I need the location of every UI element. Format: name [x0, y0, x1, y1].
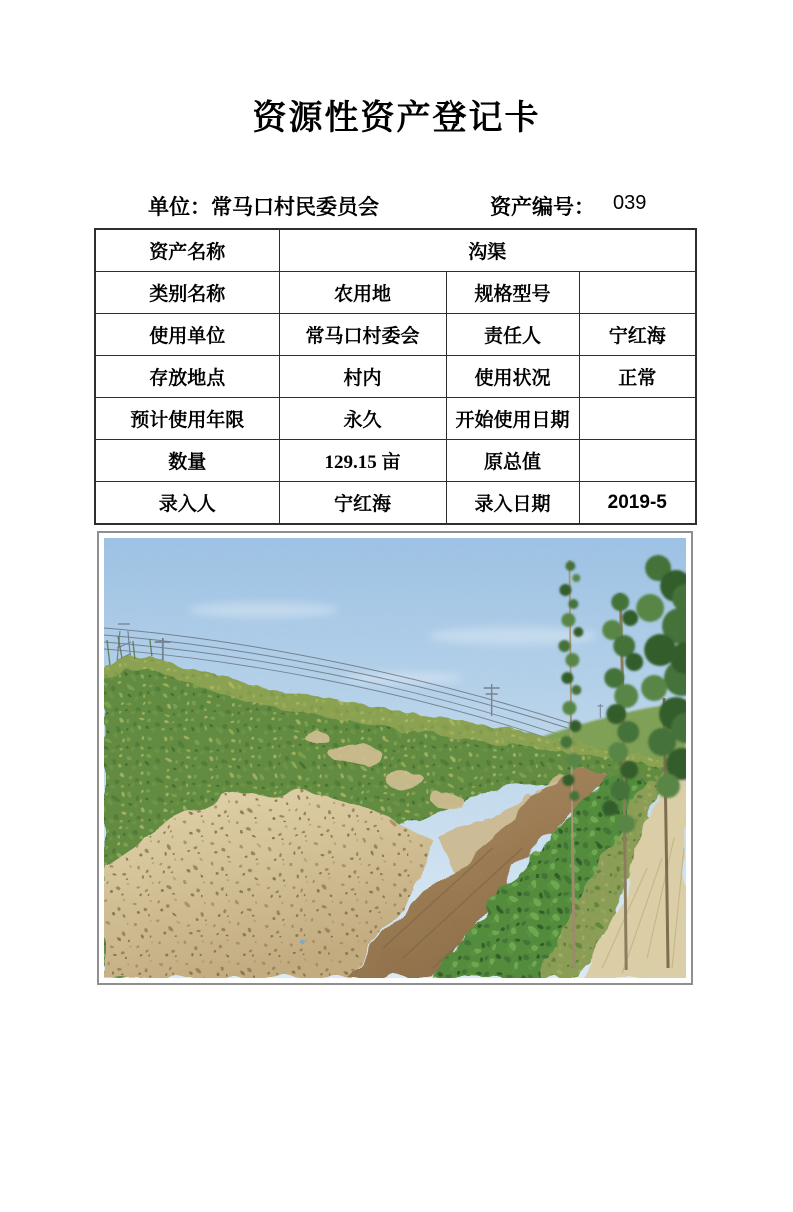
unit-label: 单位：	[148, 196, 211, 219]
unit-field	[148, 191, 379, 221]
quantity-value: 129.15 亩	[279, 440, 446, 482]
table-row	[95, 440, 696, 482]
unit-value: 常马口村民委员会	[211, 196, 379, 219]
table-row	[95, 356, 696, 398]
entry-date-label: 录入日期	[446, 482, 579, 525]
asset-no-value: 039	[613, 192, 647, 214]
usage-status-label: 使用状况	[446, 356, 579, 398]
asset-table	[94, 228, 697, 525]
table-row	[95, 229, 696, 272]
entry-person-label: 录入人	[95, 482, 279, 525]
category-label: 类别名称	[95, 272, 279, 314]
entry-person-value: 宁红海	[279, 482, 446, 525]
storage-place-label: 存放地点	[95, 356, 279, 398]
table-row	[95, 398, 696, 440]
page-title: 资源性资产登记卡	[252, 99, 541, 137]
meta-line	[0, 191, 793, 221]
spec-model-value	[579, 272, 696, 314]
category-value: 农用地	[279, 272, 446, 314]
table-row	[95, 482, 696, 525]
original-value-label: 原总值	[446, 440, 579, 482]
table-row	[95, 314, 696, 356]
quantity-label: 数量	[95, 440, 279, 482]
original-value-value	[579, 440, 696, 482]
asset-name-label: 资产名称	[95, 229, 279, 272]
expected-life-value: 永久	[279, 398, 446, 440]
registration-card-page	[0, 90, 793, 1212]
asset-no-label: 资产编号：	[490, 196, 595, 219]
spec-model-label: 规格型号	[446, 272, 579, 314]
responsible-person-label: 责任人	[446, 314, 579, 356]
responsible-person-value: 宁红海	[579, 314, 696, 356]
start-use-date-label: 开始使用日期	[446, 398, 579, 440]
storage-place-value: 村内	[279, 356, 446, 398]
start-use-date-value	[579, 398, 696, 440]
grain-overlay	[104, 538, 686, 978]
expected-life-label: 预计使用年限	[95, 398, 279, 440]
asset-name-value: 沟渠	[279, 229, 696, 272]
entry-date-value: 2019-5	[579, 482, 696, 525]
using-unit-label: 使用单位	[95, 314, 279, 356]
ditch-photo	[104, 538, 686, 978]
using-unit-value: 常马口村委会	[279, 314, 446, 356]
table-row	[95, 272, 696, 314]
photo-frame	[97, 531, 693, 985]
usage-status-value: 正常	[579, 356, 696, 398]
